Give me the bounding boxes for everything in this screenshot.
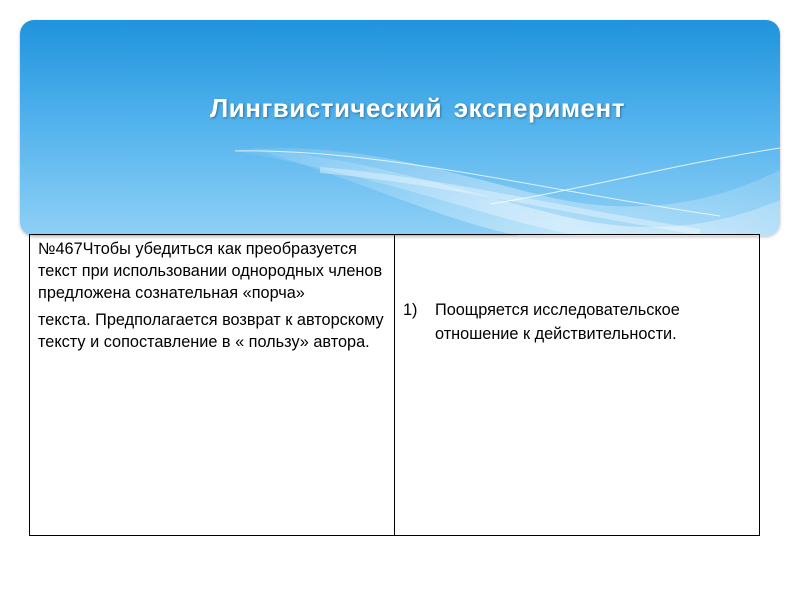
outcomes-list: [395, 298, 759, 346]
table-row: [30, 235, 760, 536]
task-paragraph-1: №467Чтобы убедиться как преобразуется текст при использовании однородных членов предложена сознательная «порча»: [38, 240, 383, 302]
task-description: [30, 235, 394, 353]
decorative-waves: [20, 20, 780, 236]
slide-title: Лингвистический эксперимент: [210, 93, 625, 123]
list-item: [395, 298, 759, 346]
task-paragraph-2: текста. Предполагается возврат к авторскому тексту и сопоставление в « пользу» автора.: [38, 311, 384, 351]
title-banner: [20, 20, 780, 236]
list-item-text: Поощряется исследовательское отношение к действительности.: [435, 301, 680, 343]
list-item-marker: 1): [403, 301, 418, 319]
table-cell-outcomes: [395, 235, 760, 536]
table-cell-task: [30, 235, 395, 536]
content-table: [29, 234, 760, 536]
